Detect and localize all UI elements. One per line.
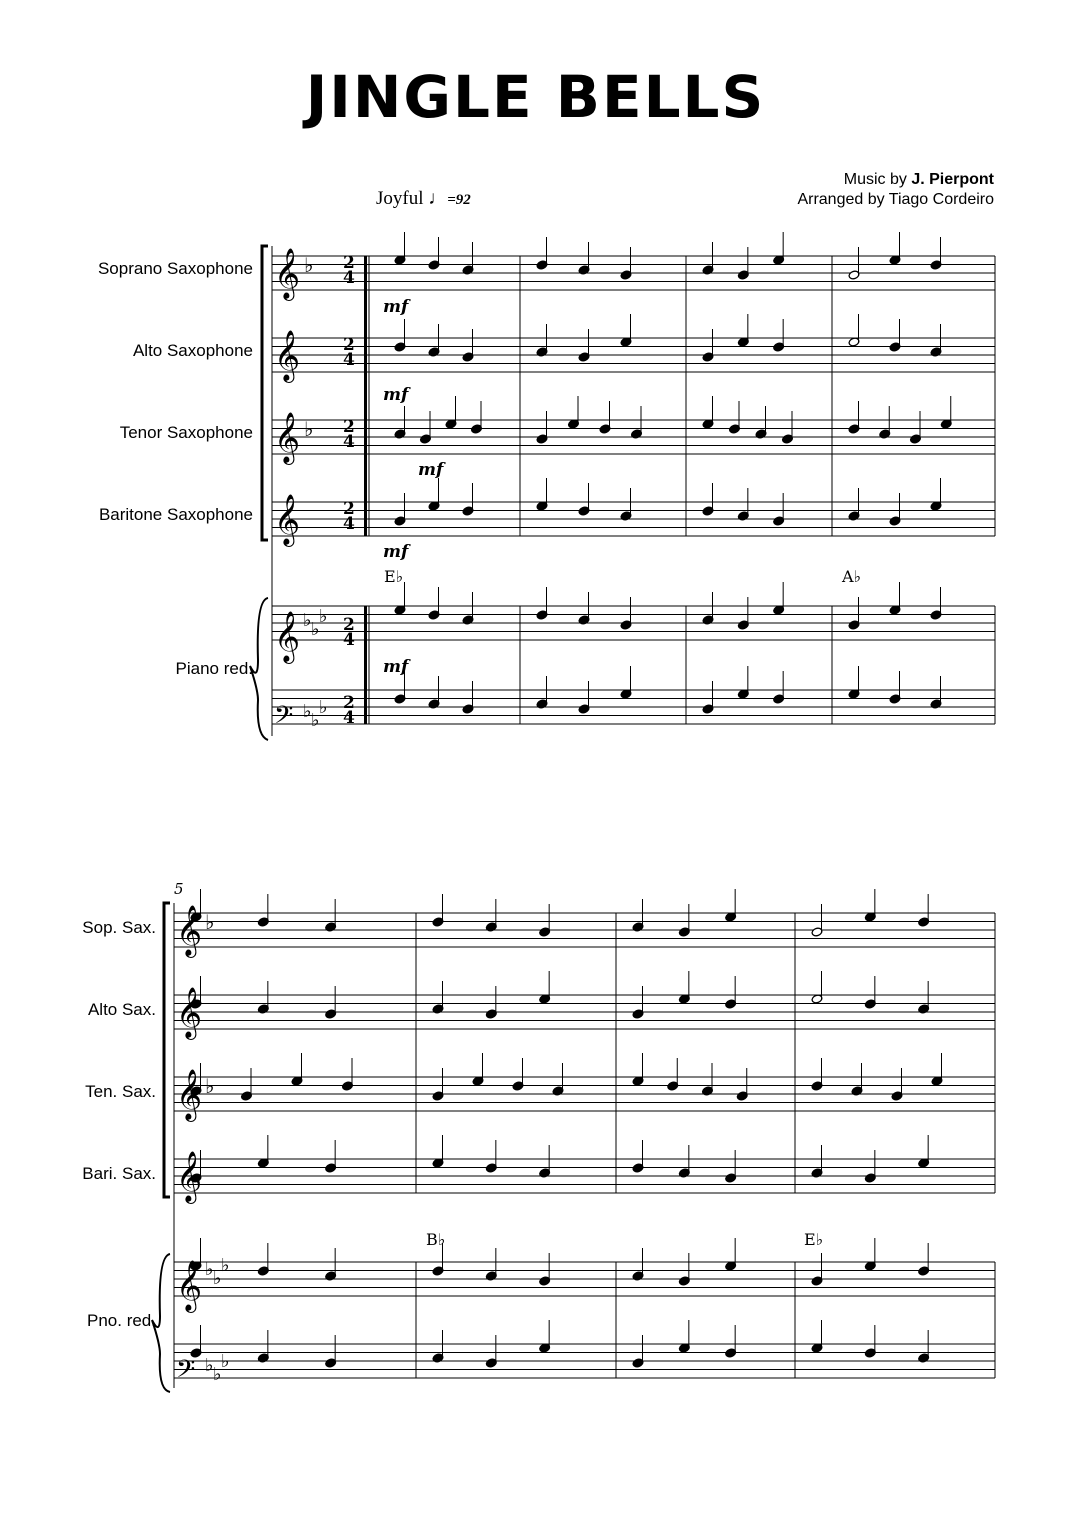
flat-icon: ♭ (213, 1268, 222, 1289)
treble-clef-icon: 𝄞 (176, 1151, 203, 1202)
piano-brace (152, 1254, 170, 1392)
flat-icon: ♭ (205, 1355, 214, 1376)
dynamic-mark: mf (383, 297, 409, 317)
instrument-label-alto: Alto Saxophone (132, 341, 253, 360)
time-sig-bottom: 4 (343, 630, 355, 650)
flat-icon: ♭ (205, 1259, 214, 1280)
repeat-start-bar (364, 606, 367, 724)
flat-icon: ♭ (303, 610, 312, 631)
treble-clef-icon: 𝄞 (274, 611, 301, 662)
flat-icon: ♭ (304, 253, 314, 277)
dynamic-mark: mf (383, 385, 409, 405)
flat-icon: ♭ (221, 1255, 230, 1276)
instrument-label-pno-short: Pno. red. (87, 1311, 156, 1330)
time-sig-top: 2 (343, 417, 355, 437)
bracket (164, 903, 170, 1197)
composer-prefix: Music by (843, 171, 912, 188)
dynamic-mark: mf (383, 657, 409, 677)
bass-clef-icon: 𝄢 (176, 1355, 196, 1390)
notes (190, 232, 952, 1368)
flat-icon: ♭ (205, 1074, 215, 1098)
instrument-label-alto-short: Alto Sax. (87, 1000, 156, 1019)
tempo-value: =92 (447, 192, 471, 208)
flat-icon: ♭ (213, 1364, 222, 1385)
chord-symbols (384, 567, 861, 1249)
treble-clef-icon: 𝄞 (274, 494, 301, 545)
time-signatures (343, 253, 355, 728)
flat-icon: ♭ (311, 710, 320, 731)
time-sig-top: 2 (343, 499, 355, 519)
time-sig-bottom: 4 (343, 350, 355, 370)
dynamic-mark: mf (418, 460, 444, 480)
piano-brace (250, 598, 268, 740)
time-sig-top: 2 (343, 335, 355, 355)
bass-clef-icon: 𝄢 (274, 701, 294, 736)
score-title: JINGLE BELLS (305, 63, 766, 131)
treble-clef-icon: 𝄞 (274, 248, 301, 299)
instrument-label-baritone: Baritone Saxophone (98, 505, 253, 524)
flat-icon: ♭ (303, 701, 312, 722)
instrument-label-soprano: Soprano Saxophone (97, 259, 253, 278)
repeat-start-bar (364, 256, 367, 536)
composer-name: J. Pierpont (911, 171, 994, 188)
instrument-label-tenor: Tenor Saxophone (119, 423, 253, 442)
time-sig-top: 2 (343, 253, 355, 273)
flat-icon: ♭ (221, 1351, 230, 1372)
time-sig-bottom: 4 (343, 432, 355, 452)
chord-symbol: A♭ (842, 567, 862, 586)
chord-symbol: E♭ (804, 1230, 824, 1249)
time-sig-bottom: 4 (343, 268, 355, 288)
tempo-text: Joyful (376, 188, 424, 209)
chord-symbol: E♭ (384, 567, 404, 586)
time-sig-bottom: 4 (343, 514, 355, 534)
treble-clef-icon: 𝄞 (274, 412, 301, 463)
treble-clef-icon: 𝄞 (176, 1069, 203, 1120)
time-sig-top: 2 (343, 615, 355, 635)
dynamic-mark: mf (383, 542, 409, 562)
instrument-label-sop-short: Sop. Sax. (82, 918, 156, 937)
time-sig-top: 2 (343, 693, 355, 713)
flat-icon: ♭ (319, 606, 328, 627)
treble-clef-icon: 𝄞 (176, 905, 203, 956)
instrument-label-piano: Piano red. (175, 659, 253, 678)
flat-icon: ♭ (311, 619, 320, 640)
flat-icon: ♭ (319, 697, 328, 718)
measure-number: 5 (174, 880, 184, 898)
time-sig-bottom: 4 (343, 708, 355, 728)
flat-icon: ♭ (205, 910, 215, 934)
instrument-label-bari-short: Bari. Sax. (82, 1164, 156, 1183)
arranger-line: Arranged by Tiago Cordeiro (797, 191, 994, 208)
quarter-note-icon: ♩ (428, 188, 448, 209)
bracket (262, 246, 268, 540)
treble-clef-icon: 𝄞 (274, 330, 301, 381)
instrument-label-ten-short: Ten. Sax. (85, 1082, 156, 1101)
treble-clef-icon: 𝄞 (176, 1260, 203, 1311)
chord-symbol: B♭ (426, 1230, 446, 1249)
treble-clef-icon: 𝄞 (176, 987, 203, 1038)
flat-icon: ♭ (304, 417, 314, 441)
